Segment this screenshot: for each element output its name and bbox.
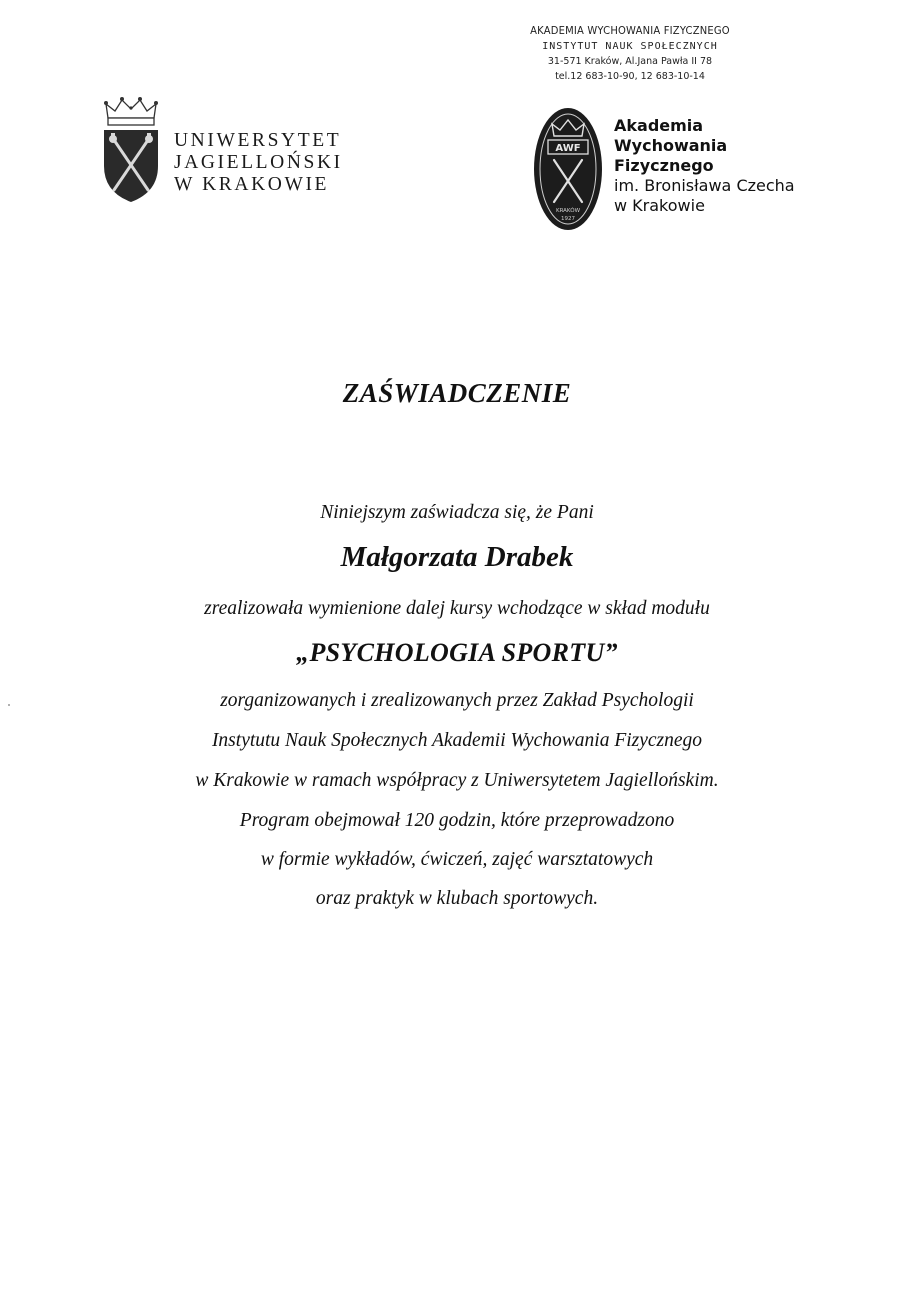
awf-logo [532, 106, 822, 236]
awf-name [614, 116, 795, 216]
uj-name-line-1: UNIWERSYTET [174, 130, 342, 151]
completed-line: zrealizowała wymienione dalej kursy wchodzące w skład modułu [204, 598, 710, 619]
document-title: ZAŚWIADCZENIE [342, 378, 572, 408]
awf-name-line-3: Fizycznego [614, 156, 714, 175]
recipient-name: Małgorzata Drabek [340, 541, 574, 573]
awf-name-line-1: Akademia [614, 116, 704, 135]
awf-emblem-year: 1927 [561, 216, 575, 222]
body-line-3: w Krakowie w ramach współpracy z Uniwersytetem Jagiellońskim. [195, 770, 719, 791]
stamp-line-4: tel.12 683-10-90, 12 683-10-14 [555, 71, 705, 82]
body-line-4: Program obejmował 120 godzin, które przeprowadzono [239, 810, 675, 831]
awf-name-line-5: w Krakowie [614, 196, 705, 215]
awf-name-line-4: im. Bronisława Czecha [614, 176, 795, 195]
body-line-6: oraz praktyk w klubach sportowych. [315, 888, 599, 909]
stamp-line-3: 31-571 Kraków, Al.Jana Pawła II 78 [547, 56, 713, 67]
stamp-line-2: INSTYTUT NAUK SPOŁECZNYCH [542, 41, 718, 52]
uj-name [174, 130, 343, 196]
body-line-1: zorganizowanych i zrealizowanych przez Zakład Psychologii [220, 690, 694, 711]
module-name: „PSYCHOLOGIA SPORTU” [296, 638, 618, 667]
awf-emblem-icon [532, 106, 604, 232]
uj-crest-icon [100, 96, 162, 204]
uj-logo [100, 96, 343, 206]
awf-name-line-2: Wychowania [614, 136, 728, 155]
stamp-line-1: AKADEMIA WYCHOWANIA FIZYCZNEGO [530, 25, 730, 37]
body-line-5: w formie wykładów, ćwiczeń, zajęć warsztatowych [260, 849, 654, 870]
scan-speck [8, 704, 10, 706]
awf-emblem-label: AWF [555, 143, 581, 154]
uj-name-line-2: JAGIELLOŃSKI [174, 152, 343, 173]
intro-line: Niniejszym zaświadcza się, że Pani [320, 502, 594, 523]
institute-stamp [520, 24, 740, 84]
awf-emblem-city: KRAKÓW [555, 208, 581, 214]
body-line-2: Instytutu Nauk Społecznych Akademii Wychowania Fizycznego [211, 730, 703, 751]
uj-name-line-3: W KRAKOWIE [174, 174, 330, 195]
